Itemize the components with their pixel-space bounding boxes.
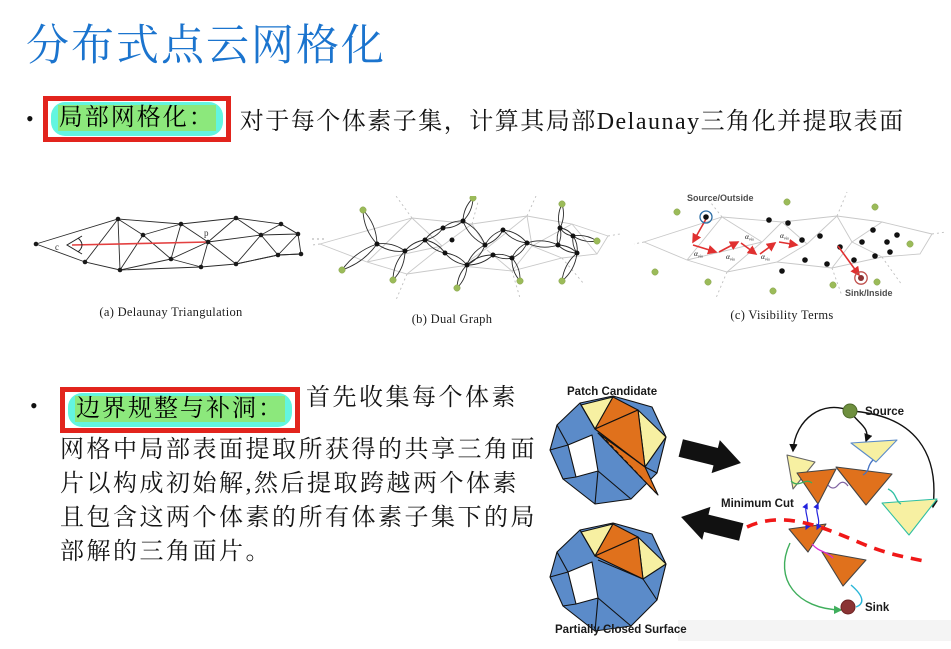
figure-background-strip [678,620,951,641]
svg-text:αvis: $\alpha_{vis}$ [780,231,789,241]
caption-c: (c) Visibility Terms [730,308,834,322]
sink-node [858,275,864,281]
label-p: p [204,228,209,238]
sink-node [841,600,855,614]
figure-visibility-terms [632,190,950,310]
partially-closed-label: Partially Closed Surface [555,624,687,636]
red-emphasis-box [60,387,300,433]
bullet-1 [26,96,938,142]
figure-delaunay-triangulation [26,192,328,304]
source-node [843,404,857,418]
source-outside-label: Source/Outside [687,193,754,203]
cyan-highlight [51,102,223,136]
cyan-highlight [68,393,292,427]
keyword-local-meshing: 局部网格化： [58,105,215,131]
background-mesh [634,192,946,298]
red-emphasis-box [43,96,231,142]
point-samples [652,199,913,294]
patch-candidate-label: Patch Candidate [567,386,658,398]
partially-closed-mesh [550,523,666,631]
sink-inside-label: Sink/Inside [845,288,893,298]
svg-text:αvis: $\alpha_{vis}$ [726,252,735,262]
source-node [703,214,709,220]
sink-label: Sink [865,602,890,614]
bullet-marker: • [30,393,38,418]
visibility-ray [72,242,208,245]
source-label: Source [865,406,904,418]
dual-graph-nodes [339,196,600,291]
svg-text:αvis: $\alpha_{vis}$ [761,252,770,262]
figure-dual-graph [312,196,620,314]
keyword-boundary-fix: 边界规整与补洞： [76,396,284,422]
arrow-right-icon [677,431,745,479]
alpha-vis-labels [694,231,789,262]
label-c: c [55,242,59,252]
caption-b: (b) Dual Graph [411,312,493,326]
triangulation-vertices [34,216,304,273]
bullet-marker: • [26,105,34,131]
svg-text:αvis: $\alpha_{vis}$ [694,249,703,259]
caption-a: (a) Delaunay Triangulation [99,305,243,319]
bullet-2-text: 首先收集每个体素网格中局部表面提取所获得的共享三角面片以构成初始解,然后提取跨越两个体素且包含这两个体素的所有体素子集下的局部解的三角面片。 [60,385,537,565]
bullet-2 [26,381,538,569]
figure-minimum-cut [535,383,951,647]
patch-candidate-mesh [550,396,666,504]
svg-text:αvis: $\alpha_{vis}$ [745,232,754,242]
triangulation-edges [36,218,301,270]
page-title: 分布式点云网格化 [26,23,386,70]
bullet-1-text: 对于每个体素子集，计算其局部Delaunay三角化并提取表面 [239,109,905,136]
minimum-cut-label: Minimum Cut [721,498,794,510]
bullet-2-paragraph [60,381,538,569]
